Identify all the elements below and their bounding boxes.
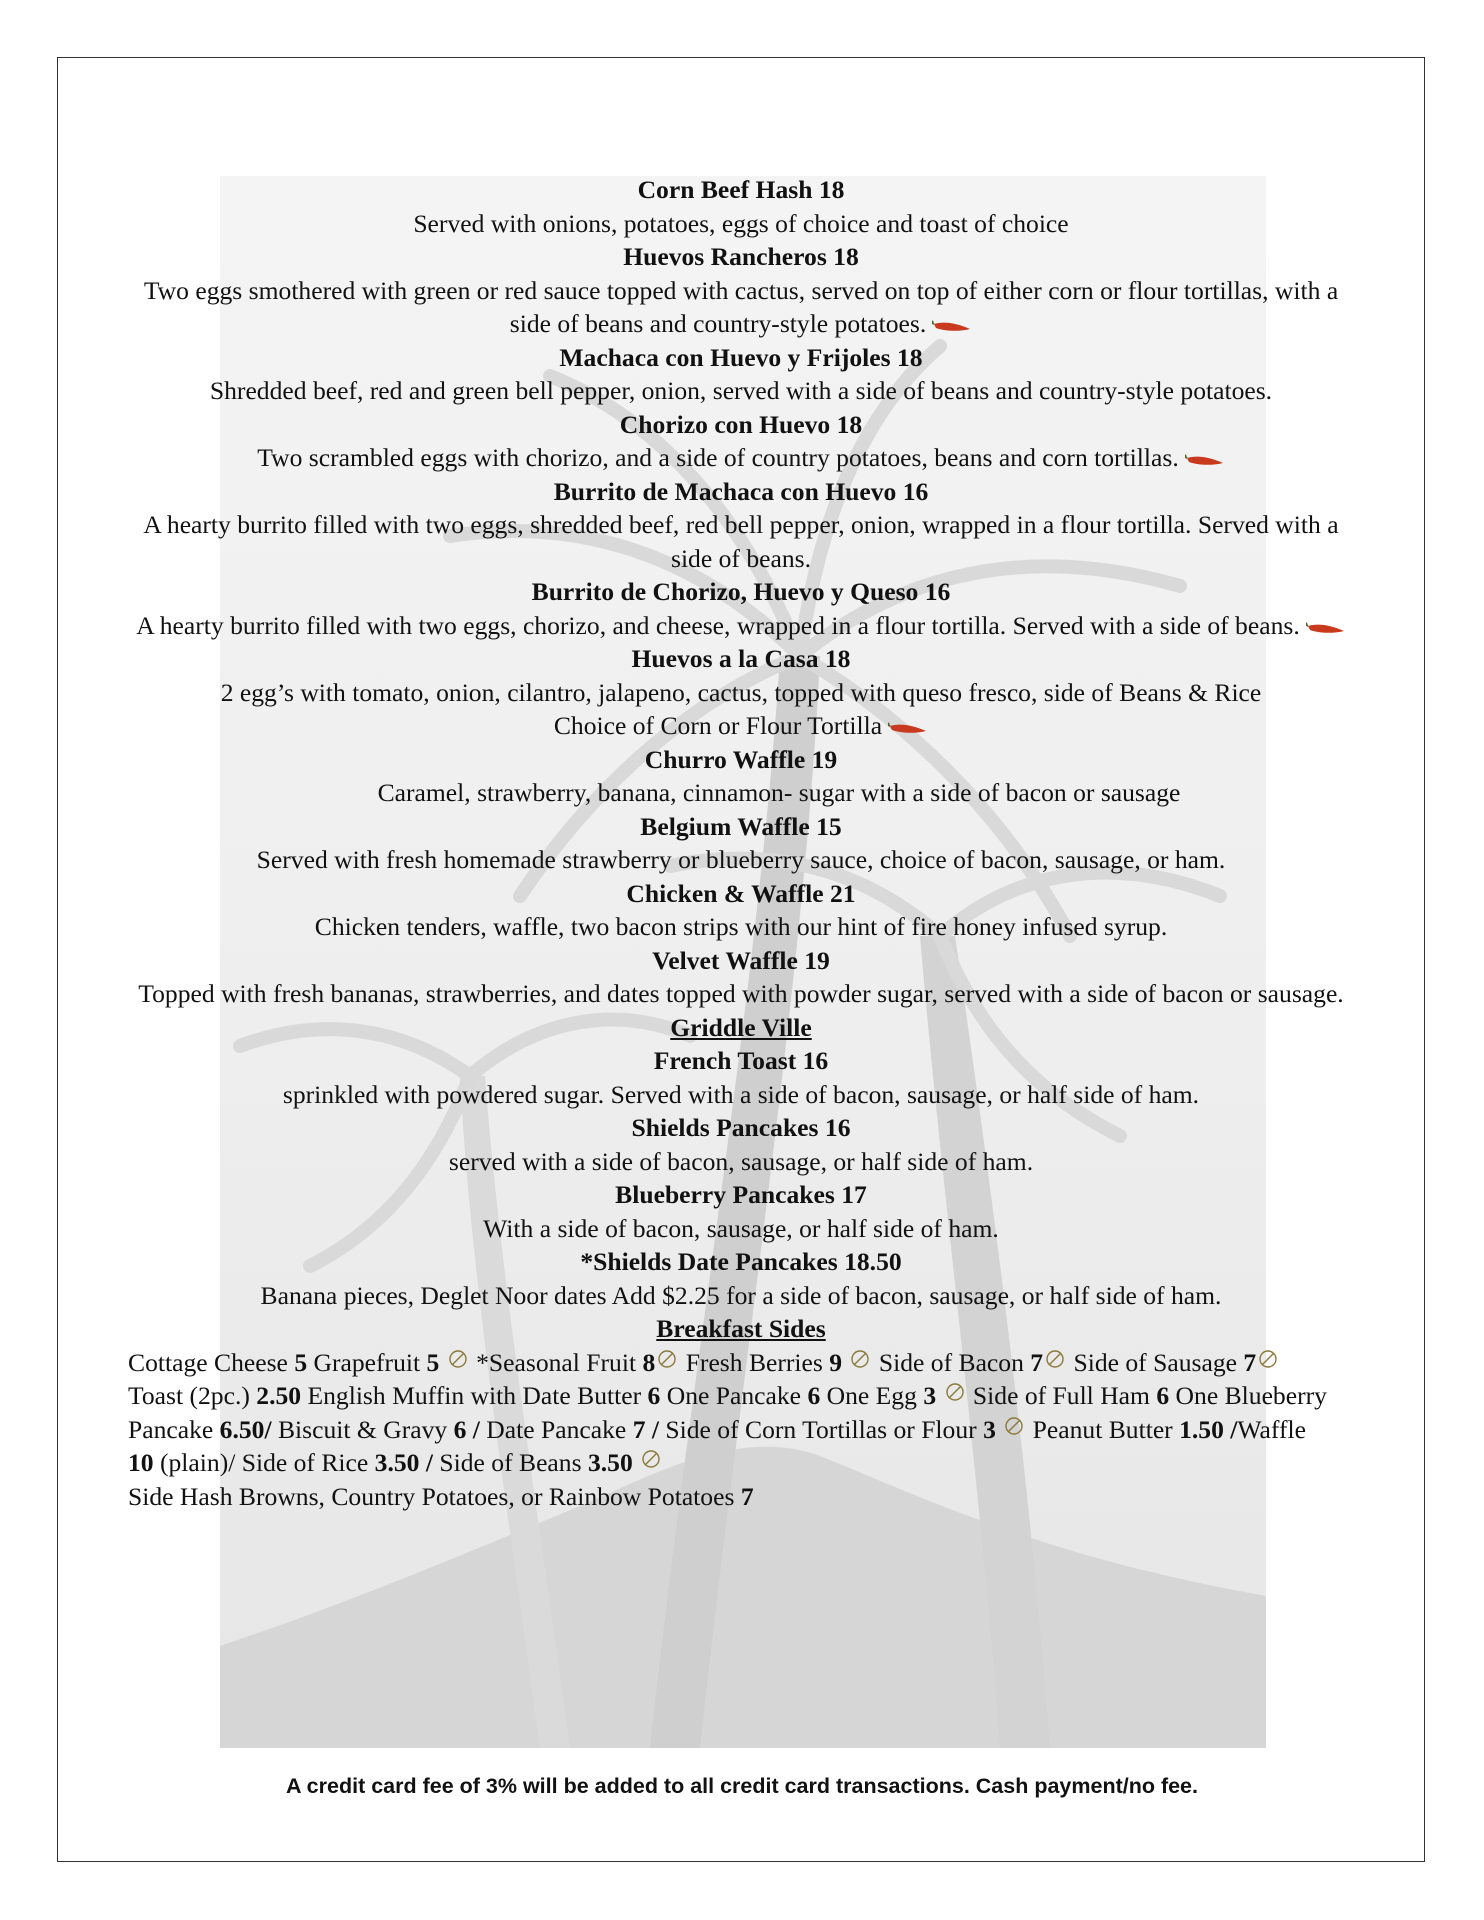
item-description: served with a side of bacon, sausage, or half side of ham.	[448, 1146, 1034, 1176]
side-name: One Egg	[826, 1381, 924, 1410]
item-name: Burrito de Chorizo, Huevo y Queso 16	[531, 577, 951, 606]
side-price: 3.50 /	[374, 1448, 433, 1477]
side-price: 6.50/	[219, 1414, 272, 1444]
side-price: 6	[647, 1381, 661, 1410]
menu-item	[128, 944, 1354, 1011]
vegetarian-icon	[448, 1349, 468, 1369]
vegetarian-icon	[1045, 1349, 1065, 1369]
menu-item	[128, 1044, 1354, 1111]
item-description-line2: Choice of Corn or Flour Tortilla	[128, 709, 1354, 743]
item-name: French Toast 16	[653, 1046, 829, 1075]
side-name: Side of Beans	[439, 1448, 588, 1477]
item-name: Chicken & Waffle 21	[626, 878, 856, 908]
side-price: 10	[128, 1448, 154, 1477]
menu-content	[128, 173, 1354, 1513]
credit-card-fee-notice: A credit card fee of 3% will be added to all credit card transactions. Cash payment/no fee.	[285, 1774, 1198, 1798]
menu-item	[128, 575, 1354, 642]
side-price: 7	[740, 1481, 754, 1511]
side-note: (plain)/	[153, 1448, 242, 1477]
menu-item	[128, 1178, 1354, 1245]
side-name: Side of Bacon	[878, 1347, 1031, 1377]
side-name: Side of Full Ham	[972, 1381, 1157, 1410]
side-name: Toast (2pc.)	[128, 1381, 257, 1410]
vegetarian-icon	[1004, 1416, 1024, 1436]
menu-item	[128, 642, 1354, 743]
side-price: 5	[294, 1347, 308, 1377]
menu-item	[128, 877, 1354, 944]
side-price: 6 /	[453, 1414, 480, 1444]
vegetarian-icon	[945, 1382, 965, 1402]
item-description: Topped with fresh bananas, strawberries, and dates topped with powder sugar, served with a side of bacon or sausage.	[138, 979, 1344, 1008]
vegetarian-icon	[1258, 1349, 1278, 1369]
item-name: Burrito de Machaca con Huevo 16	[553, 476, 929, 506]
item-name: Huevos Rancheros 18	[623, 242, 859, 271]
menu-item	[128, 408, 1354, 475]
side-name: Grapefruit	[313, 1347, 427, 1377]
item-description: Two eggs smothered with green or red sauce topped with cactus, served on top of either corn or flour tortillas, with a side of beans and country-style potatoes.	[143, 275, 1339, 338]
menu-item	[128, 240, 1354, 341]
item-description: Caramel, strawberry, banana, cinnamon- sugar with a side of bacon or sausage	[377, 778, 1181, 807]
menu-item	[128, 1111, 1354, 1178]
item-description: Banana pieces, Deglet Noor dates Add $2.25 for a side of bacon, sausage, or half side of ham.	[260, 1280, 1222, 1310]
item-name: Churro Waffle 19	[644, 744, 838, 774]
item-description: Shredded beef, red and green bell pepper, onion, served with a side of beans and country-style potatoes.	[209, 376, 1273, 405]
item-description: A hearty burrito filled with two eggs, chorizo, and cheese, wrapped in a flour tortilla. Served with a side of beans.	[128, 609, 1354, 643]
chili-pepper-icon	[932, 319, 972, 333]
item-name: Machaca con Huevo y Frijoles 18	[559, 342, 923, 372]
side-name: English Muffin with Date Butter	[307, 1381, 648, 1410]
side-price: 9	[829, 1347, 843, 1377]
side-price: 6	[807, 1381, 821, 1410]
item-name: Belgium Waffle 15	[640, 811, 842, 841]
side-price: 7 /	[632, 1414, 659, 1444]
side-price: 6	[1156, 1381, 1170, 1410]
menu-item	[128, 743, 1354, 810]
item-name: Blueberry Pancakes 17	[615, 1180, 867, 1209]
side-name: Cottage Cheese	[128, 1347, 295, 1377]
item-name: Chorizo con Huevo 18	[619, 409, 863, 439]
item-description: Chicken tenders, waffle, two bacon strips with our hint of fire honey infused syrup.	[314, 912, 1168, 941]
side-price: 1.50 /	[1179, 1414, 1238, 1444]
item-description: A hearty burrito filled with two eggs, shredded beef, red bell pepper, onion, wrapped in a flour tortilla. Served with a side of beans.	[143, 510, 1339, 573]
item-name: *Shields Date Pancakes 18.50	[580, 1247, 902, 1276]
vegetarian-icon	[657, 1349, 677, 1369]
item-description: Two scrambled eggs with chorizo, and a side of country potatoes, beans and corn tortillas.	[128, 441, 1354, 475]
side-name: Fresh Berries	[685, 1347, 830, 1377]
item-description: With a side of bacon, sausage, or half side of ham.	[483, 1213, 999, 1243]
section-title-griddle: Griddle Ville	[670, 1012, 812, 1042]
side-name: Side Hash Browns, Country Potatoes, or Rainbow Potatoes	[128, 1481, 741, 1511]
side-name: Peanut Butter	[1032, 1414, 1180, 1444]
side-name: Side of Rice	[241, 1448, 375, 1477]
breakfast-sides-list	[128, 1346, 1354, 1514]
side-price: 7	[1030, 1347, 1044, 1377]
item-description: Served with fresh homemade strawberry or blueberry sauce, choice of bacon, sausage, or ham.	[256, 845, 1226, 874]
side-price: 3.50	[587, 1448, 633, 1477]
side-price: 7	[1243, 1347, 1257, 1377]
menu-item	[128, 810, 1354, 877]
chili-pepper-icon	[888, 721, 928, 735]
item-name: Huevos a la Casa 18	[631, 644, 851, 673]
side-name: Side of Sausage	[1073, 1347, 1244, 1377]
item-description: 2 egg’s with tomato, onion, cilantro, jalapeno, cactus, topped with queso fresco, side of Beans & Rice	[220, 677, 1262, 707]
side-name: Date Pancake	[486, 1414, 633, 1444]
item-name: Shields Pancakes 16	[631, 1113, 851, 1142]
item-name: Corn Beef Hash 18	[637, 175, 845, 204]
chili-pepper-icon	[1306, 621, 1346, 635]
item-description: sprinkled with powdered sugar. Served with a side of bacon, sausage, or half side of ham.	[282, 1079, 1200, 1109]
side-price: 5	[426, 1347, 440, 1377]
side-name: One Pancake	[666, 1381, 808, 1410]
side-name: Biscuit & Gravy	[277, 1414, 454, 1444]
item-description: Served with onions, potatoes, eggs of choice and toast of choice	[413, 208, 1069, 238]
side-name: Waffle	[1237, 1414, 1306, 1444]
side-name: Side of Corn Tortillas or Flour	[665, 1414, 984, 1444]
side-price: 8	[642, 1347, 656, 1377]
side-name: *Seasonal Fruit	[476, 1347, 643, 1377]
menu-item	[128, 173, 1354, 240]
menu-item	[128, 475, 1354, 576]
section-title-breakfast-sides: Breakfast Sides	[656, 1314, 826, 1343]
vegetarian-icon	[850, 1349, 870, 1369]
chili-pepper-icon	[1185, 453, 1225, 467]
menu-item	[128, 341, 1354, 408]
vegetarian-icon	[641, 1449, 661, 1469]
side-name: One Blueberry Pancake	[128, 1381, 1327, 1444]
side-price: 3	[923, 1381, 937, 1410]
side-price: 2.50	[256, 1381, 302, 1410]
menu-item	[128, 1245, 1354, 1312]
item-name: Velvet Waffle 19	[652, 945, 830, 975]
side-price: 3	[983, 1414, 996, 1444]
